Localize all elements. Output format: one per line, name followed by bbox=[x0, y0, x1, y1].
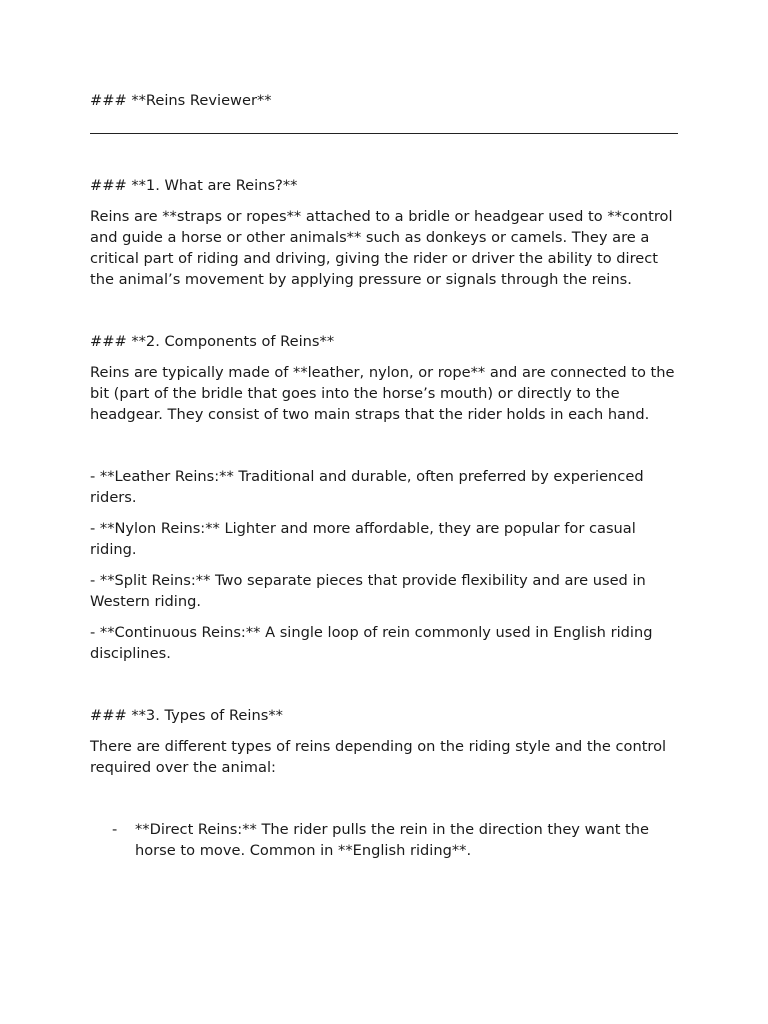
section-heading: ### **3. Types of Reins** bbox=[90, 707, 283, 724]
list-item: - **Nylon Reins:** Lighter and more affordable, they are popular for casual riding. bbox=[90, 520, 636, 558]
section-heading: ### **1. What are Reins?** bbox=[90, 177, 298, 194]
list-marker: - bbox=[112, 821, 118, 838]
section-heading: ### **2. Components of Reins** bbox=[90, 333, 335, 350]
section-paragraph: There are different types of reins depending on the riding style and the control required over the animal: bbox=[90, 738, 667, 776]
section-what-are-reins bbox=[90, 175, 678, 290]
document-body bbox=[90, 90, 678, 861]
list-item-text: **Direct Reins:** The rider pulls the rein in the direction they want the horse to move. Common in **English riding**. bbox=[135, 821, 650, 859]
list-item: - **Split Reins:** Two separate pieces that provide flexibility and are used in Western riding. bbox=[90, 572, 646, 610]
section-paragraph: Reins are **straps or ropes** attached to a bridle or headgear used to **control and guide a horse or other animals** such as donkeys or camels. They are a critical part of riding and driving, giving the rider or driver the ability to direct the animal’s movement by applying pressure or signals through the reins. bbox=[90, 208, 673, 288]
section-components-of-reins bbox=[90, 331, 678, 664]
list-item bbox=[90, 819, 678, 861]
rein-types-list bbox=[90, 819, 678, 861]
list-item: - **Leather Reins:** Traditional and durable, often preferred by experienced riders. bbox=[90, 468, 644, 506]
section-paragraph: Reins are typically made of **leather, nylon, or rope** and are connected to the bit (part of the bridle that goes into the horse’s mouth) or directly to the headgear. They consist of two main straps that the rider holds in each hand. bbox=[90, 364, 675, 423]
rein-materials-list bbox=[90, 466, 678, 664]
document-title: ### **Reins Reviewer** bbox=[90, 92, 272, 109]
section-types-of-reins bbox=[90, 705, 678, 861]
list-item: - **Continuous Reins:** A single loop of rein commonly used in English riding disciplines. bbox=[90, 624, 653, 662]
